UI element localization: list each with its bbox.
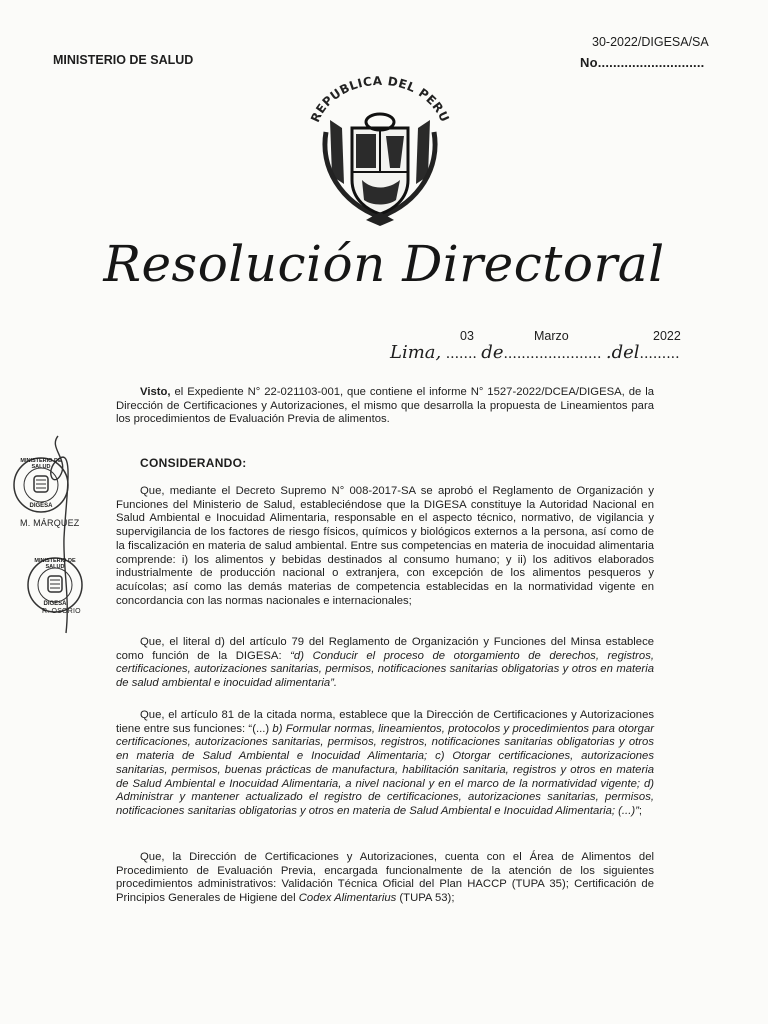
paragraph-3 bbox=[116, 709, 654, 819]
paragraph-2-text: Que, el literal d) del artículo 79 del Reglamento de Organización y Funciones del Minsa establece como función de la DIGESA: bbox=[116, 636, 654, 662]
date-line bbox=[390, 342, 680, 363]
visto-label: Visto, bbox=[140, 386, 171, 398]
seal2-text: MINISTERIO DE SALUD bbox=[34, 558, 76, 570]
paragraph-3-text: Que, el artículo 81 de la citada norma, establece que la Dirección de Certificaciones y Autorizaciones tiene entre sus funciones: “(...) bbox=[116, 709, 654, 735]
seal1-text: MINISTERIO DE SALUD bbox=[20, 458, 62, 470]
document-title: Resolución Directoral bbox=[103, 235, 665, 293]
paragraph-4-italic: Codex Alimentarius bbox=[298, 892, 397, 905]
date-month: Marzo bbox=[534, 329, 569, 343]
seal1-sub: DIGESA bbox=[29, 503, 53, 509]
paragraph-4-text: Que, la Dirección de Certificaciones y Autorizaciones, cuenta con el Área de Alimentos del Procedimiento de Evaluación Previa, encargada funcionalmente de la atención de los siguientes procedimientos administrativos: Validación Técnica Oficial del Plan HACCP (TUPA 35); Certificación de Principios Generales de Higiene del bbox=[116, 851, 654, 905]
visto-paragraph bbox=[116, 386, 654, 427]
considerando-heading: CONSIDERANDO: bbox=[140, 456, 247, 470]
del-label: .del bbox=[605, 342, 640, 363]
city-label: Lima, bbox=[390, 342, 442, 363]
peru-coat-of-arms-icon bbox=[300, 72, 460, 232]
paragraph-4 bbox=[116, 851, 654, 906]
paragraph-4-end: (TUPA 53); bbox=[396, 892, 455, 905]
paragraph-1 bbox=[116, 485, 654, 608]
date-dots-2: ...................... bbox=[503, 346, 602, 362]
paragraph-2-quote: “d) Conducir el proceso de otorgamiento de derechos, registros, certificaciones, autorizaciones sanitarias, permisos, notificaciones sanitarias obligatorias y otros en materia de salud ambiental e inocuidad alimentaria”. bbox=[116, 649, 654, 690]
svg-text:REPUBLICA DEL PERU bbox=[308, 74, 452, 125]
seal2-signer: R. OSORIO bbox=[42, 608, 81, 615]
seal1-signer: M. MÁRQUEZ bbox=[20, 518, 80, 528]
resolution-number: 30-2022/DIGESA/SA bbox=[592, 35, 709, 49]
emblem-arc-text: REPUBLICA DEL PERU bbox=[308, 73, 452, 125]
number-label: No............................ bbox=[580, 55, 705, 70]
de-label: de bbox=[481, 342, 504, 363]
ministry-name: MINISTERIO DE SALUD bbox=[53, 53, 194, 67]
paragraph-1-text: Que, mediante el Decreto Supremo N° 008-2017-SA se aprobó el Reglamento de Organización y Funciones del Ministerio de Salud, estableciéndose que la DIGESA constituye la Autoridad Nacional en Salud Ambiental e Inocuidad Alimentaria, responsable en el aspecto técnico, normativo, de vigilancia y supervigilancia de los factores de riesgo físicos, químicos y biológicos externos a la persona, así como de la fiscalización en materia de salud ambiental. Entre sus competencias en materia de inocuidad alimentaria comprende: i) los alimentos y bebidas destinados al consumo humano; y ii) los aditivos elaborados industrialmente de producción nacional o extranjera, con excepción de los alimentos pesqueros y acuícolas; así como las demás materias de competencia establecidas en la normatividad vigente en concordancia con las normas nacionales e internacionales; bbox=[116, 485, 654, 607]
paragraph-3-quote: b) Formular normas, lineamientos, protocolos y procedimientos para otorgar certificaciones, autorizaciones sanitarias, permisos, registros, notificaciones sanitarias obligatorias y otros en materia de Salud Ambiental e Inocuidad Alimentaria; c) Otorgar certificaciones, autorizaciones sanitarias, permisos, buenas prácticas de manufactura, habilitación sanitaria, registros y otros en materia de Salud Ambiental e Inocuidad Alimentaria, a nivel nacional y en el marco de la normatividad vigente; d) Administrar y mantener actualizado el registro de certificaciones, autorizaciones sanitarias, permisos, notificaciones sanitarias obligatorias y otros en materia de Salud Ambiental e Inocuidad Alimentaria; (...)” bbox=[116, 722, 655, 817]
date-day: 03 bbox=[460, 329, 474, 343]
date-dots-3: ......... bbox=[639, 346, 680, 362]
date-year: 2022 bbox=[653, 329, 681, 343]
paragraph-2 bbox=[116, 636, 654, 691]
date-dots-1: ....... bbox=[445, 346, 477, 362]
visto-text: el Expediente N° 22-021103-001, que contiene el informe N° 1527-2022/DCEA/DIGESA, de la Dirección de Certificaciones y Autorizaciones, el mismo que desarrolla la propuesta de Lineamientos para los procedimientos de Evaluación Previa de alimentos. bbox=[116, 386, 655, 426]
paragraph-3-end: ; bbox=[638, 804, 642, 817]
seal2-sub: DIGESA bbox=[43, 601, 67, 607]
